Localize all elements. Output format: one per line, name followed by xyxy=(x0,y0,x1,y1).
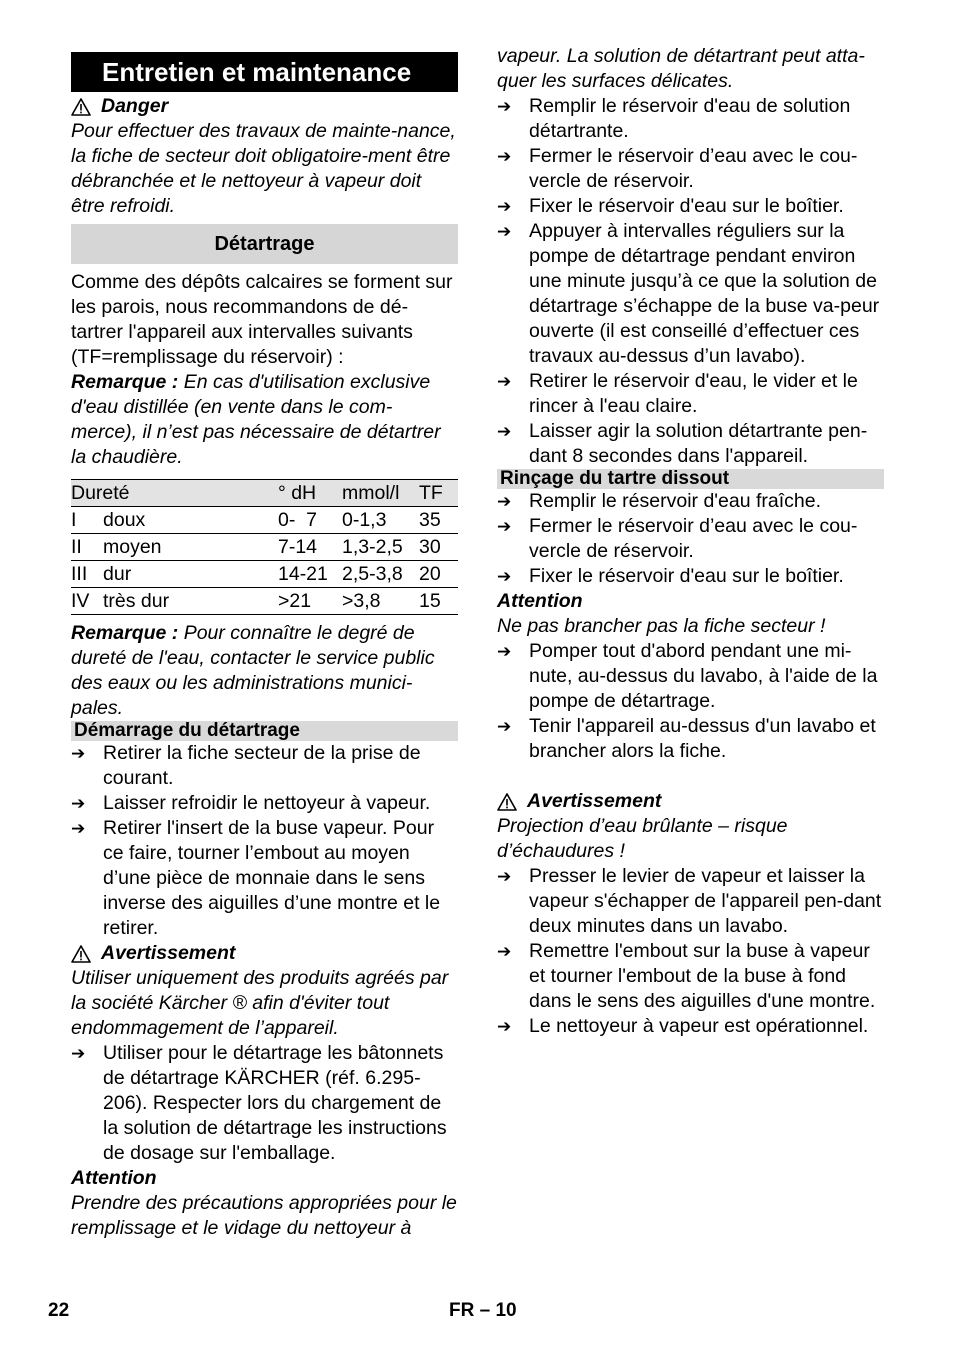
header-dh: ° dH xyxy=(278,480,342,507)
list-item xyxy=(497,864,884,939)
remark-1-label: Remarque : xyxy=(71,371,179,393)
list-item-text: Fixer le réservoir d'eau sur le boîtier. xyxy=(529,565,844,587)
cell-tf: 30 xyxy=(419,534,458,561)
attention-label: Attention xyxy=(497,590,583,612)
cell-grade: III xyxy=(71,561,103,588)
header-mmol: mmol/l xyxy=(342,480,419,507)
list-item xyxy=(71,741,458,791)
right-arrow-icon: ➔ xyxy=(497,372,512,391)
list-item-text: Le nettoyeur à vapeur est opérationnel. xyxy=(529,1015,869,1037)
cell-mmol: 1,3-2,5 xyxy=(342,534,419,561)
attention-text: Prendre des précautions appropriées pour le remplissage et le vidage du nettoyeur à xyxy=(71,1192,457,1239)
list-item xyxy=(71,1041,458,1166)
cell-label: très dur xyxy=(103,588,278,615)
subsection-title-rincage: Rinçage du tartre dissout xyxy=(497,469,884,489)
remark-2 xyxy=(71,621,458,721)
left-column xyxy=(71,44,458,1241)
cell-dh: 7-14 xyxy=(278,534,342,561)
table-row xyxy=(71,534,458,561)
remark-2-label: Remarque : xyxy=(71,622,179,644)
right-arrow-icon: ➔ xyxy=(497,197,512,216)
table-row xyxy=(71,507,458,534)
cell-tf: 35 xyxy=(419,507,458,534)
section-reference: FR – 10 xyxy=(449,1300,517,1321)
attention-text: Ne pas brancher pas la fiche secteur ! xyxy=(497,615,826,637)
list-item-text: Tenir l'appareil au-dessus d'un lavabo et brancher alors la fiche. xyxy=(529,715,876,762)
table-row xyxy=(71,588,458,615)
warning-text: Utiliser uniquement des produits agréés par la société Kärcher ® afin d'éviter tout endommagement de l’appareil. xyxy=(71,967,449,1039)
list-item xyxy=(497,514,884,564)
right-arrow-icon: ➔ xyxy=(497,147,512,166)
list-item-text: Presser le levier de vapeur et laisser la vapeur s'échapper de l'appareil pen-dant deux minutes dans un lavabo. xyxy=(529,865,882,937)
right-arrow-icon: ➔ xyxy=(497,942,512,961)
right-column xyxy=(497,44,884,1039)
warning-triangle-icon xyxy=(71,945,91,963)
list-item-text: Fixer le réservoir d'eau sur le boîtier. xyxy=(529,195,844,217)
remark-1 xyxy=(71,370,458,470)
right-arrow-icon: ➔ xyxy=(497,517,512,536)
right-arrow-icon: ➔ xyxy=(497,222,512,241)
list-item xyxy=(497,714,884,764)
list-item xyxy=(497,564,884,589)
remark-2-text: Pour connaître le degré de dureté de l'eau, contacter le service public des eaux ou les administrations munici-pales. xyxy=(71,622,435,719)
danger-label: Danger xyxy=(101,95,169,117)
cell-grade: IV xyxy=(71,588,103,615)
page-title: Entretien et maintenance xyxy=(71,52,458,92)
header-durete: Dureté xyxy=(71,480,278,507)
list-item xyxy=(497,939,884,1014)
list-item-text: Utiliser pour le détartrage les bâtonnets de détartrage KÄRCHER (réf. 6.295-206). Respecter lors du chargement de la solution de détartrage les instructions de dosage sur l'emballage. xyxy=(103,1042,447,1164)
hardness-table xyxy=(71,479,458,615)
cell-grade: II xyxy=(71,534,103,561)
list-item xyxy=(497,144,884,194)
warning-triangle-icon xyxy=(71,98,91,116)
list-item-text: Laisser refroidir le nettoyeur à vapeur. xyxy=(103,792,431,814)
warning-heading xyxy=(71,941,458,966)
list-item-text: Fermer le réservoir d’eau avec le cou-vercle de réservoir. xyxy=(529,515,858,562)
right-arrow-icon: ➔ xyxy=(497,1017,512,1036)
danger-text: Pour effectuer des travaux de mainte-nance, la fiche de secteur doit obligatoire-ment être débranchée et le nettoyeur à vapeur doit être refroidi. xyxy=(71,120,456,217)
list-item-text: Retirer le réservoir d'eau, le vider et le rincer à l'eau claire. xyxy=(529,370,858,417)
warning-label: Avertissement xyxy=(527,790,662,812)
list-item xyxy=(71,791,458,816)
list-item-text: Remettre l'embout sur la buse à vapeur et tourner l'embout de la buse à fond dans le sens des aiguilles d'une montre. xyxy=(529,940,876,1012)
warning-heading xyxy=(497,789,884,814)
right-arrow-icon: ➔ xyxy=(71,1044,86,1063)
right-arrow-icon: ➔ xyxy=(497,642,512,661)
intro-paragraph: Comme des dépôts calcaires se forment sur les parois, nous recommandons de dé-tartrer l'appareil aux intervalles suivants (TF=remplissage du réservoir) : xyxy=(71,271,453,368)
list-item-text: Remplir le réservoir d'eau fraîche. xyxy=(529,490,822,512)
attention-label: Attention xyxy=(71,1167,157,1189)
list-item-text: Remplir le réservoir d'eau de solution détartrante. xyxy=(529,95,851,142)
header-tf: TF xyxy=(419,480,458,507)
cell-dh: 0- 7 xyxy=(278,507,342,534)
cell-dh: >21 xyxy=(278,588,342,615)
cell-tf: 15 xyxy=(419,588,458,615)
right-arrow-icon: ➔ xyxy=(71,744,86,763)
attention-text-continued: vapeur. La solution de détartrant peut atta-quer les surfaces délicates. xyxy=(497,45,865,92)
list-item xyxy=(497,489,884,514)
list-item-text: Appuyer à intervalles réguliers sur la pompe de détartrage pendant environ une minute jusqu’à ce que la solution de détartrage s’échappe de la buse va-peur ouverte (il est conseillé d’effectuer ces travaux au-dessus d’un lavabo). xyxy=(529,220,880,367)
subsection-title-demarrage: Démarrage du détartrage xyxy=(71,721,458,741)
list-item-text: Pomper tout d'abord pendant une mi-nute, au-dessus du lavabo, à l'aide de la pompe de détartrage. xyxy=(529,640,878,712)
list-item-text: Retirer l'insert de la buse vapeur. Pour ce faire, tourner l’embout au moyen d’une pièce de monnaie dans le sens inverse des aiguilles d’une montre et le retirer. xyxy=(103,817,441,939)
warning-triangle-icon xyxy=(497,793,517,811)
list-item xyxy=(497,194,884,219)
danger-heading xyxy=(71,94,458,119)
list-item xyxy=(497,639,884,714)
list-item xyxy=(497,419,884,469)
cell-mmol: 2,5-3,8 xyxy=(342,561,419,588)
list-item-text: Laisser agir la solution détartrante pen-dant 8 secondes dans l'appareil. xyxy=(529,420,868,467)
table-header-row xyxy=(71,480,458,507)
cell-label: dur xyxy=(103,561,278,588)
right-arrow-icon: ➔ xyxy=(71,794,86,813)
cell-dh: 14-21 xyxy=(278,561,342,588)
list-item-text: Fermer le réservoir d’eau avec le cou-vercle de réservoir. xyxy=(529,145,858,192)
right-arrow-icon: ➔ xyxy=(497,97,512,116)
right-arrow-icon: ➔ xyxy=(497,492,512,511)
right-arrow-icon: ➔ xyxy=(497,422,512,441)
list-item-text: Retirer la fiche secteur de la prise de courant. xyxy=(103,742,421,789)
cell-grade: I xyxy=(71,507,103,534)
cell-tf: 20 xyxy=(419,561,458,588)
right-arrow-icon: ➔ xyxy=(71,819,86,838)
cell-label: doux xyxy=(103,507,278,534)
table-row xyxy=(71,561,458,588)
warning-label: Avertissement xyxy=(101,942,236,964)
cell-mmol: >3,8 xyxy=(342,588,419,615)
cell-label: moyen xyxy=(103,534,278,561)
list-item xyxy=(497,94,884,144)
right-arrow-icon: ➔ xyxy=(497,717,512,736)
list-item xyxy=(497,1014,884,1039)
section-title-detartrage: Détartrage xyxy=(71,224,458,264)
page-number: 22 xyxy=(48,1300,70,1321)
remark-1-text: En cas d'utilisation exclusive d'eau distillée (en vente dans le com-merce), il n’est pas nécessaire de détartrer la chaudière. xyxy=(71,371,441,468)
list-item xyxy=(497,219,884,369)
cell-mmol: 0-1,3 xyxy=(342,507,419,534)
warning-text: Projection d’eau brûlante – risque d’échaudures ! xyxy=(497,815,788,862)
list-item xyxy=(497,369,884,419)
right-arrow-icon: ➔ xyxy=(497,567,512,586)
list-item xyxy=(71,816,458,941)
right-arrow-icon: ➔ xyxy=(497,867,512,886)
